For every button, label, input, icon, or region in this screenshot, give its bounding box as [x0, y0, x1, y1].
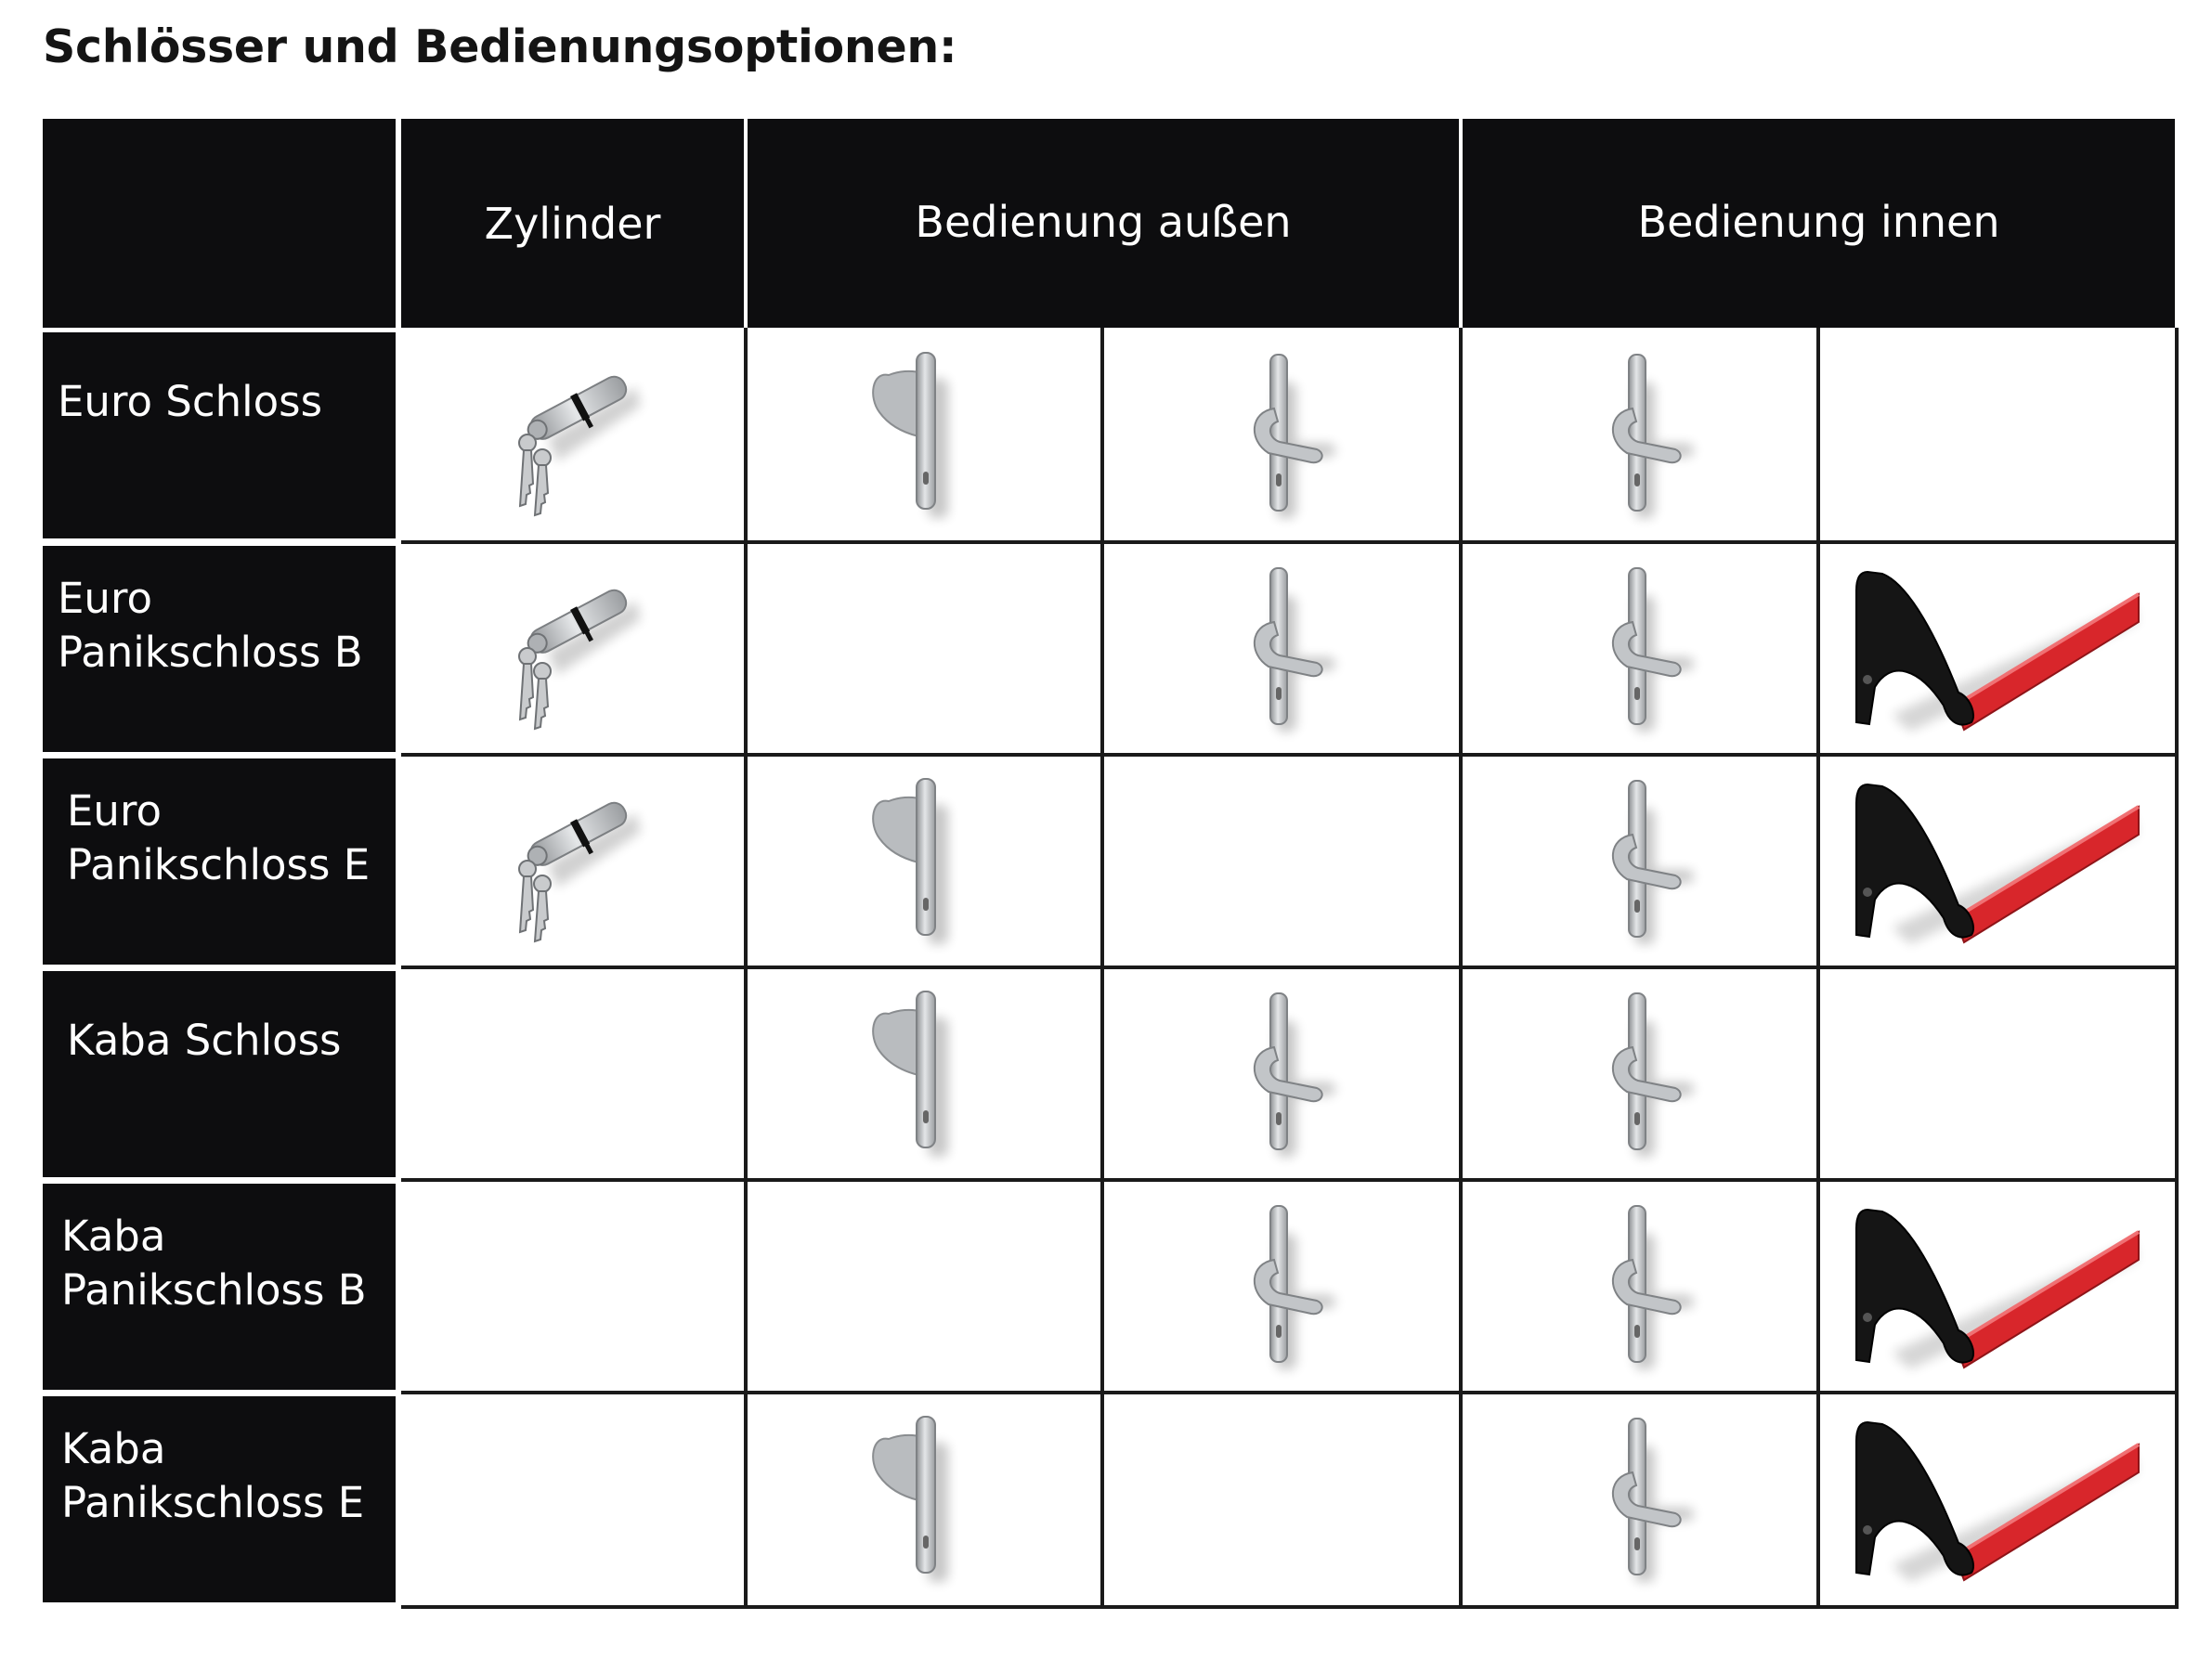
cell-innen-1 [1466, 331, 1815, 538]
cell-zylinder [405, 331, 742, 538]
grid-line [1100, 328, 1104, 1609]
cell-aussen-1 [751, 544, 1099, 752]
cell-innen-2 [1824, 331, 2173, 538]
header-zylinder-label: Zylinder [484, 198, 661, 249]
cell-innen-1 [1466, 757, 1815, 965]
lever-handle-icon [1237, 1202, 1339, 1373]
cell-innen-2 [1824, 1182, 2173, 1390]
row-label: Kaba Schloss [67, 1016, 342, 1065]
panic-bar-icon [1854, 779, 2142, 950]
cell-aussen-1 [751, 757, 1099, 965]
cell-innen-2 [1824, 1394, 2173, 1602]
panic-bar-icon [1854, 1204, 2142, 1375]
cell-innen-1 [1466, 544, 1815, 752]
row-label: Euro Panikschloss B [58, 574, 363, 677]
header-bedienung-aussen-label: Bedienung außen [915, 196, 1292, 247]
cell-aussen-2 [1108, 1182, 1457, 1390]
lever-handle-icon [1595, 990, 1698, 1160]
cell-aussen-2 [1108, 1394, 1457, 1602]
cell-aussen-2 [1108, 757, 1457, 965]
cell-aussen-1 [751, 1394, 1099, 1602]
cell-innen-2 [1824, 757, 2173, 965]
cell-zylinder [405, 969, 742, 1177]
page-title: Schlösser und Bedienungsoptionen: [43, 20, 957, 73]
grid-line [1459, 328, 1463, 1609]
cell-aussen-1 [751, 331, 1099, 538]
header-zylinder [401, 119, 744, 328]
grid-line [744, 328, 748, 1609]
cell-aussen-1 [751, 1182, 1099, 1390]
fixed-knob-handle-icon [870, 1415, 972, 1586]
header-bedienung-innen-label: Bedienung innen [1637, 196, 2000, 247]
header-bedienung-innen [1463, 119, 2175, 328]
panic-bar-icon [1854, 1417, 2142, 1588]
fixed-knob-handle-icon [870, 351, 972, 522]
cell-zylinder [405, 757, 742, 965]
row-label: Euro Schloss [58, 377, 323, 426]
cell-innen-1 [1466, 1182, 1815, 1390]
lever-handle-icon [1595, 1415, 1698, 1586]
cell-innen-2 [1824, 544, 2173, 752]
cylinder-lock-icon [501, 357, 631, 519]
row-label: Kaba Panikschloss E [61, 1424, 365, 1527]
cylinder-lock-icon [501, 571, 631, 732]
row-label: Euro Panikschloss E [67, 786, 371, 889]
cell-aussen-2 [1108, 544, 1457, 752]
cell-innen-1 [1466, 1394, 1815, 1602]
fixed-knob-handle-icon [870, 777, 972, 948]
panic-bar-icon [1854, 566, 2142, 737]
lever-handle-icon [1595, 351, 1698, 522]
cell-innen-2 [1824, 969, 2173, 1177]
cell-aussen-2 [1108, 969, 1457, 1177]
row-header-block [43, 332, 396, 538]
fixed-knob-handle-icon [870, 990, 972, 1160]
row-label: Kaba Panikschloss B [61, 1212, 367, 1315]
lever-handle-icon [1595, 777, 1698, 948]
cylinder-lock-icon [501, 784, 631, 945]
cell-zylinder [405, 1182, 742, 1390]
cell-aussen-2 [1108, 331, 1457, 538]
grid-line [401, 1605, 2178, 1609]
lever-handle-icon [1237, 351, 1339, 522]
lever-handle-icon [1595, 564, 1698, 735]
lever-handle-icon [1237, 990, 1339, 1160]
cell-zylinder [405, 544, 742, 752]
lever-handle-icon [1595, 1202, 1698, 1373]
cell-innen-1 [1466, 969, 1815, 1177]
grid-line [2175, 328, 2179, 1609]
header-corner [43, 119, 396, 328]
cell-aussen-1 [751, 969, 1099, 1177]
cell-zylinder [405, 1394, 742, 1602]
header-bedienung-aussen [748, 119, 1459, 328]
grid-line [1816, 328, 1820, 1609]
row-header-block [43, 971, 396, 1177]
lever-handle-icon [1237, 564, 1339, 735]
